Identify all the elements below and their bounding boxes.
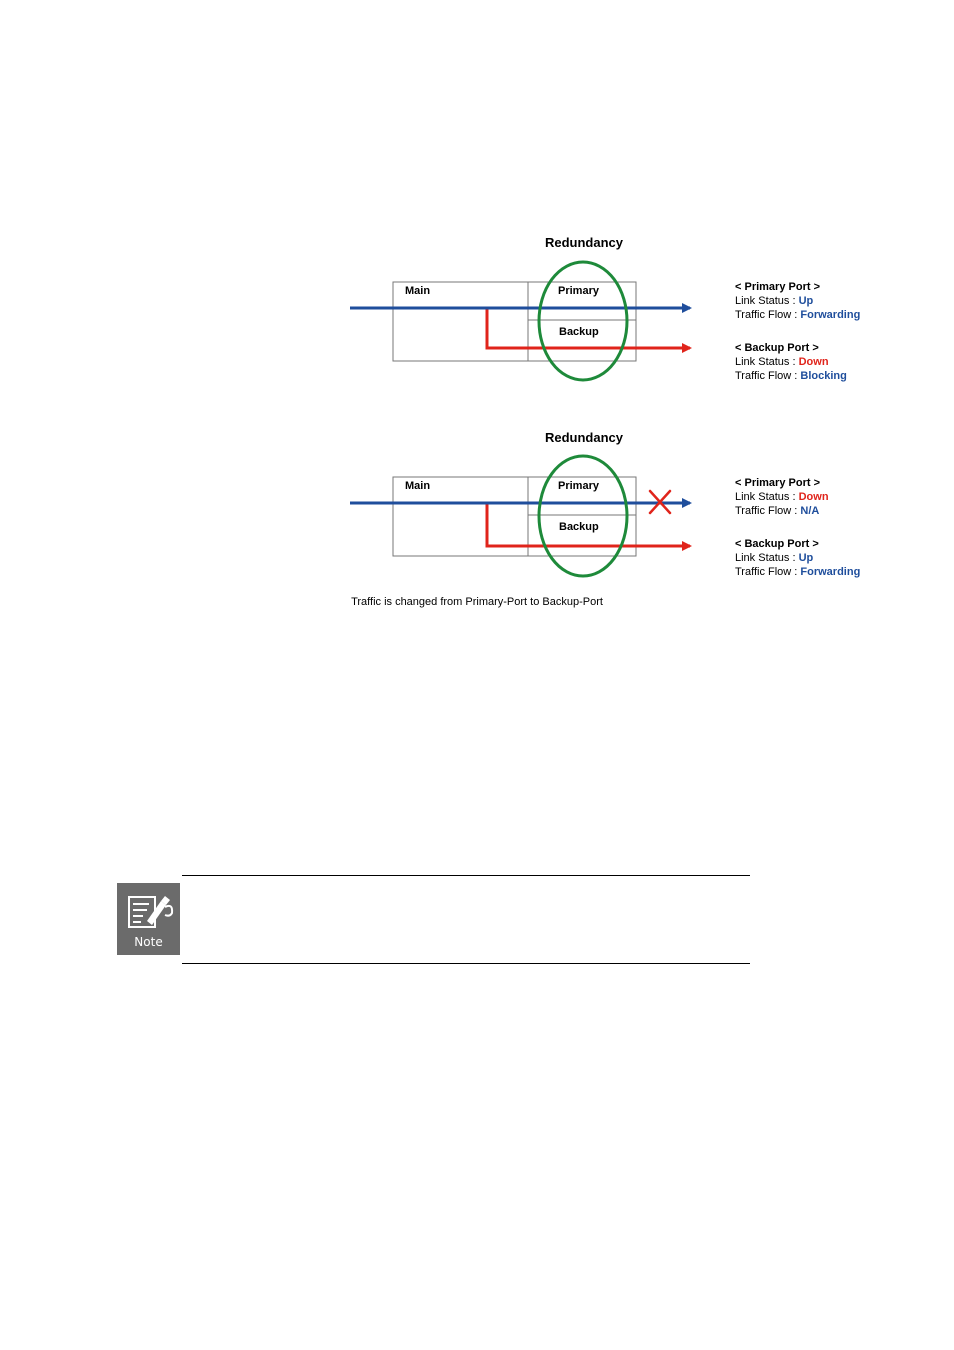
- diagram-caption: Traffic is changed from Primary-Port to Backup-Port: [351, 596, 603, 608]
- traffic-flow-label: Traffic Flow :: [735, 309, 801, 321]
- link-status-label: Link Status :: [735, 552, 799, 564]
- backup-port-header: < Backup Port >: [735, 342, 819, 354]
- note-top-rule: [182, 875, 750, 876]
- link-status-value: Down: [798, 491, 829, 503]
- link-status-label: Link Status :: [735, 295, 799, 307]
- primary-port-header: < Primary Port >: [735, 281, 820, 293]
- notepad-pen-icon: [117, 887, 180, 937]
- primary-port-header: < Primary Port >: [735, 477, 820, 489]
- main-label: Main: [405, 480, 431, 492]
- traffic-flow-value: N/A: [800, 505, 820, 517]
- diagram-normal: [340, 233, 880, 433]
- link-status-label: Link Status :: [735, 356, 799, 368]
- primary-label: Primary: [558, 480, 599, 492]
- note-label: Note: [134, 935, 163, 949]
- link-status-value: Down: [798, 356, 829, 368]
- link-status-value: Up: [798, 295, 814, 307]
- note-icon: [117, 883, 180, 955]
- traffic-flow-label: Traffic Flow :: [735, 566, 801, 578]
- redundancy-ellipse: [539, 456, 627, 576]
- traffic-flow-value: Forwarding: [800, 566, 861, 578]
- link-status-label: Link Status :: [735, 491, 799, 503]
- backup-label: Backup: [559, 326, 599, 338]
- backup-port-header: < Backup Port >: [735, 538, 819, 550]
- primary-port-status: [735, 476, 829, 518]
- backup-port-status: [735, 537, 860, 579]
- traffic-flow-label: Traffic Flow :: [735, 505, 801, 517]
- diagram-title: Redundancy: [544, 430, 623, 445]
- primary-port-status: [735, 280, 860, 322]
- backup-label: Backup: [559, 521, 599, 533]
- traffic-flow-value: Forwarding: [800, 309, 861, 321]
- backup-port-status: [735, 341, 847, 383]
- note-bottom-rule: [182, 963, 750, 964]
- primary-label: Primary: [558, 285, 599, 297]
- diagram-title: Redundancy: [544, 235, 623, 250]
- main-label: Main: [405, 285, 431, 297]
- traffic-flow-label: Traffic Flow :: [735, 370, 801, 382]
- link-status-value: Up: [798, 552, 814, 564]
- traffic-flow-value: Blocking: [800, 370, 847, 382]
- redundancy-ellipse: [539, 262, 627, 380]
